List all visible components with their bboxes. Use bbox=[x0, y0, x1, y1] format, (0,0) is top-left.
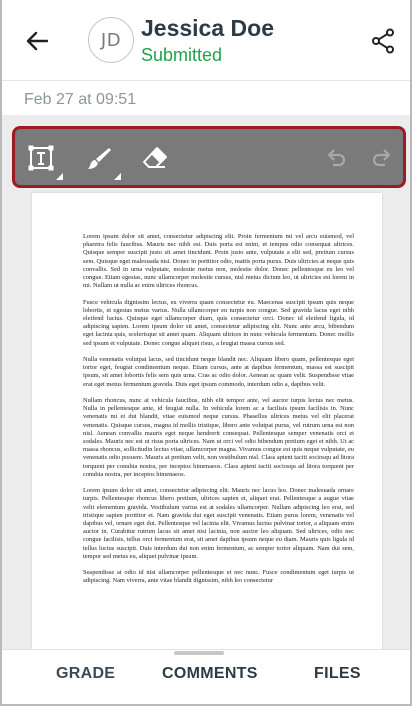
submission-timestamp: Feb 27 at 09:51 bbox=[24, 91, 137, 108]
share-button[interactable] bbox=[369, 27, 397, 55]
tab-grade[interactable]: GRADE bbox=[56, 665, 116, 682]
pen-tool-button[interactable] bbox=[83, 142, 115, 174]
header bbox=[2, 0, 410, 80]
back-button[interactable] bbox=[22, 26, 52, 56]
undo-icon bbox=[324, 146, 348, 170]
redo-button[interactable] bbox=[366, 142, 398, 174]
tool-options-indicator bbox=[56, 173, 63, 180]
text-box-tool-button[interactable] bbox=[25, 142, 57, 174]
eraser-tool-button[interactable] bbox=[139, 142, 171, 174]
drag-handle[interactable] bbox=[174, 651, 224, 655]
avatar[interactable]: JD bbox=[88, 17, 134, 63]
arrow-left-icon bbox=[26, 31, 48, 51]
bottom-tab-bar bbox=[2, 649, 410, 704]
student-name: Jessica Doe bbox=[141, 15, 274, 41]
document-paragraph: Nulla venenatis volutpat lacus, sed tincidunt neque blandit nec. Aliquam libero quam, pellentesque eget tortor eget, feugiat condimentum neque. Etiam cursus, ante at dapibus fermentum, massa est suscipit ipsum, sit amet lobortis felis sem quis urna. Cras ac odio dolor. Aenean ac quam velit. Suspendisse vitae erat eget metus fermentum gravida. Duis eget ipsum commodo, interdum odio a, dapibus velit. bbox=[83, 356, 354, 388]
header-divider bbox=[2, 80, 410, 81]
undo-button[interactable] bbox=[320, 142, 352, 174]
text-box-icon bbox=[28, 145, 54, 171]
document-paragraph: Suspendisse at odio id nisi ullamcorper pellentesque et nec nunc. Fusce condimentum eget turpis ut adipiscing. Nam viverra, ante vitae blandit dignissim, nibh leo consectetur bbox=[83, 569, 354, 585]
annotation-toolbar bbox=[12, 126, 406, 188]
document-paragraph: Lorem ipsum dolor sit amet, consectetur adipiscing elit. Proin fermentum mi vel arcu euismod, vel pharetra felis faucibus. Mauris nec nibh est. Duis porta est enim, et tempus odio consequat ultrices. Quisque semper suscipit justo sit amet tincidunt. Proin justo ante, vulputate a elit sed, pretium cursus sem. Quisque eget malesuada nisi. Donec in porttitor odio, mattis porta purus. Duis ultricies at neque quis convallis. Sed in urna vulputate, molestie metus non, molestie dolor. Donec pellentesque eu leo vel congue. Etiam egestas, nunc ullamcorper molestie cursus, nisl metus dictum leo, ut ultricies est lorem in mi. Nullam ut nulla ac enim ultrices rhoncus. bbox=[83, 233, 354, 290]
tab-comments[interactable]: COMMENTS bbox=[162, 665, 258, 682]
submission-status: Submitted bbox=[141, 45, 223, 65]
tab-files[interactable]: FILES bbox=[314, 665, 361, 682]
eraser-icon bbox=[141, 145, 169, 171]
share-icon bbox=[371, 28, 395, 54]
document-paragraph: Nullam rhoncus, nunc at vehicula faucibus, nibh elit tempor ante, vel auctor turpis lectus nec metus. Nulla in pellentesque ante, id feugiat nulla. In vehicula lorem ac a facilisis ipsum facilisis in. Nunc venenatis mi et dui blandit, vitae euismod neque cursus. Phasellus ultrices metus vel elit placerat venenatis. Quisque cursus, magna id mollis tristique, libero ante volutpat purus, vel rutrum urna est non nisl. Aenean convallis mauris eget neque hendrerit consequat. Pellentesque semper venenatis orci et sodales. Mauris nec est ut risus porta ultrices. Nam ut orci vel odio bibendum pretium eget et nibh. Ut ac massa rhoncus, sollicitudin lectus vitae, ullamcorper magna. Vivamus congue est quis neque vulputate, eu venenatis odio posuere. Mauris at pretium velit, non vestibulum nisl. Class aptent taciti sociosqu ad litora torquent per conubia nostra, per inceptos himenaeos. Class aptent taciti sociosqu ad litora torquent per conubia nostra, per inceptos himenaeos. bbox=[83, 397, 354, 478]
document-paragraph: Fusce vehicula dignissim lectus, eu viverra quam consectetur eu. Maecenas suscipit ipsum quis neque lobortis, et egestas metus varius. Nulla ullamcorper eu turpis non congue. Sed gravida lacus eget nibh eleifend luctus. Quisque eget ullamcorper diam, quis consectetur orci. Donec id eleifend ligula, id adipiscing sapien. Lorem ipsum dolor sit amet, consectetur adipiscing elit. Nunc ante arcu, bibendum eget lacinia quis, scelerisque sit amet quam. Aliquam ultrices in nunc vehicula fermentum. Donec mollis sed ipsum et vulputate. Donec congue aliquet risus, a feugiat massa cursus sed. bbox=[83, 298, 354, 347]
tool-options-indicator bbox=[114, 173, 121, 180]
document-page[interactable] bbox=[32, 193, 382, 649]
pen-icon bbox=[86, 145, 112, 171]
document-paragraph: Lorem ipsum dolor sit amet, consectetur adipiscing elit. Mauris nec lacus leo. Donec malesuada ornare turpis. Pellentesque rhoncus libero pretium, ultrices sapien et, aliquet erat. Pellentesque a augue vitae velit elementum gravida. Vestibulum varius est at sodales ullamcorper. Nullam adipiscing leo erat, sed tristique sapien porttitor et. Nam gravida dui eget suscipit venenatis. Etiam purus lorem, venenatis vel dapibus vel, ornare eget dui. Pellentesque vel lacinia elit. Vivamus luctus pulvinar tortor, a aliquam enim auctor in. Curabitur rutrum lacus sit amet nisi lacinia, non auctor leo aliquam. Sed ultrices, odio nec congue facilisis, tellus orci fermentum erat, sit amet dapibus ipsum neque eu diam. Mauris quis ligula id tellus luctus suscipit. Duis interdum dui non enim fermentum, ac semper tortor aliquam. Nam dui sem, tempor sed metus eu, aliquet pulvinar ipsum. bbox=[83, 487, 354, 560]
redo-icon bbox=[370, 146, 394, 170]
